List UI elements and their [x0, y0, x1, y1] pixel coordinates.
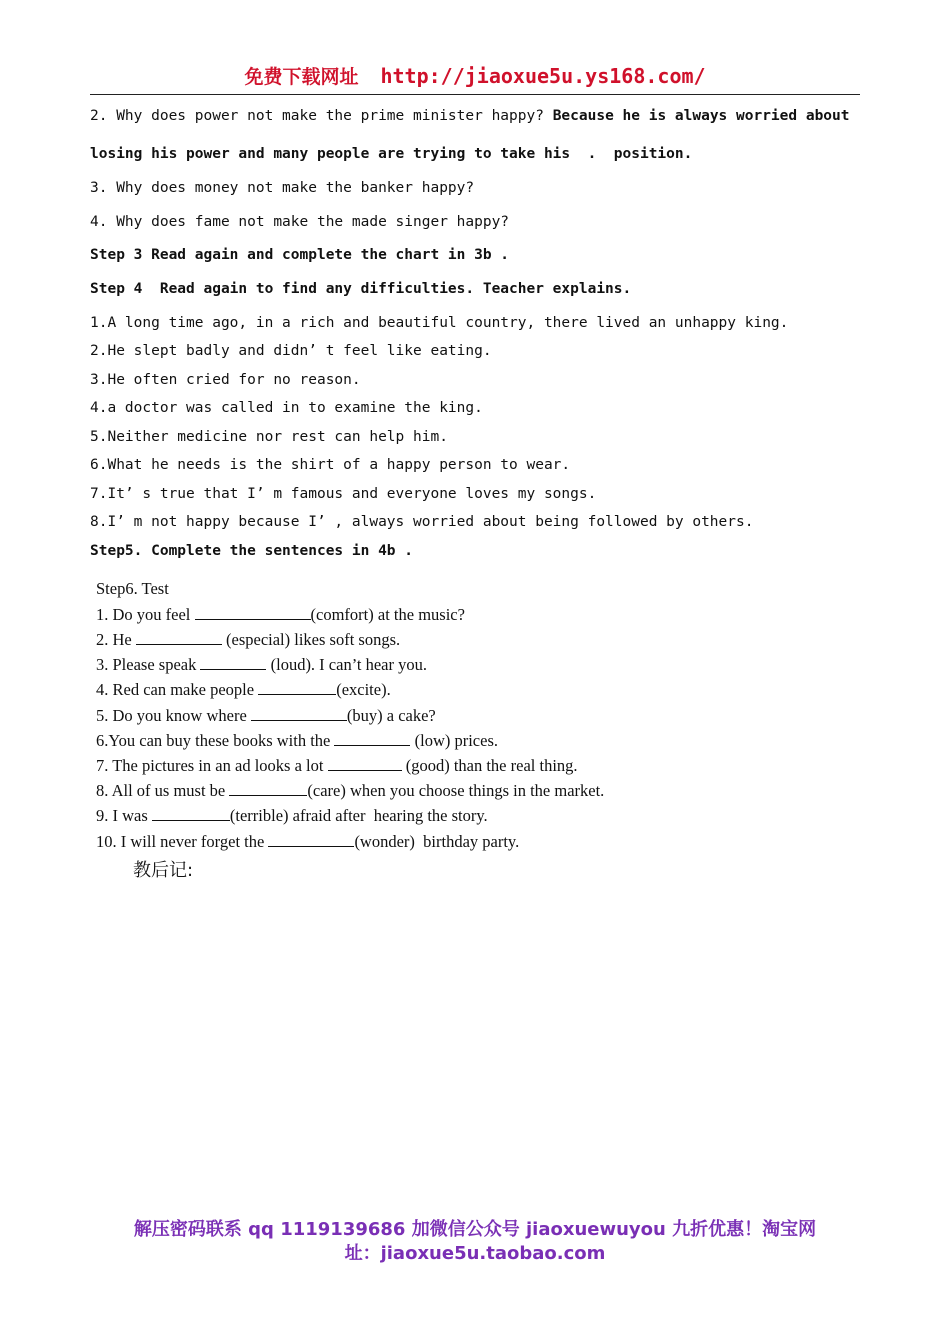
test-item: [96, 731, 498, 751]
difficulty-item: 4.a doctor was called in to examine the king.: [90, 400, 483, 416]
test-item-prompt: 6.You can buy these books with the: [96, 731, 335, 750]
question-4: 4. Why does fame not make the made singer happy?: [90, 214, 510, 230]
header-site-name: 免费下载网址: [244, 66, 359, 88]
test-item-hint: (wonder) birthday party.: [354, 832, 520, 851]
difficulty-item: 7.It’ s true that I’ m famous and everyone loves my songs.: [90, 486, 597, 502]
test-item-hint: (terrible) afraid after hearing the story.: [229, 806, 488, 825]
question-2-text: 2. Why does power not make the prime minister happy?: [90, 108, 553, 124]
test-item-hint: (good) than the real thing.: [401, 756, 578, 775]
test-item-hint: (loud). I can’t hear you.: [266, 655, 427, 674]
test-item-prompt: 2. He: [96, 630, 136, 649]
answer-blank[interactable]: [268, 832, 354, 847]
test-item-prompt: 10. I will never forget the: [96, 832, 269, 851]
answer-blank[interactable]: [334, 731, 410, 746]
test-item-prompt: 7. The pictures in an ad looks a lot: [96, 756, 328, 775]
page-footer: [80, 1218, 870, 1266]
test-item: [96, 655, 427, 675]
test-item: [96, 806, 488, 826]
question-2: [90, 108, 850, 124]
footer-line-2[interactable]: 址：jiaoxue5u.taobao.com: [344, 1243, 606, 1264]
test-item-hint: (comfort) at the music?: [310, 605, 465, 624]
question-2-answer-b: losing his power and many people are trying to take his . position.: [90, 146, 693, 162]
test-item: [96, 706, 436, 726]
test-item: [96, 832, 519, 852]
step-5: Step5. Complete the sentences in 4b .: [90, 543, 414, 559]
header-url[interactable]: http://jiaoxue5u.ys168.com/: [380, 64, 706, 88]
test-item-prompt: 4. Red can make people: [96, 680, 259, 699]
difficulty-item: 3.He often cried for no reason.: [90, 372, 361, 388]
test-item-hint: (especial) likes soft songs.: [221, 630, 401, 649]
test-item: [96, 680, 391, 700]
answer-blank[interactable]: [328, 756, 402, 771]
test-item-prompt: 8. All of us must be: [96, 781, 230, 800]
test-item: [96, 781, 604, 801]
answer-blank[interactable]: [258, 680, 336, 695]
answer-blank[interactable]: [229, 781, 307, 796]
step-4: Step 4 Read again to find any difficulties. Teacher explains.: [90, 281, 632, 297]
difficulty-item: 1.A long time ago, in a rich and beautiful country, there lived an unhappy king.: [90, 315, 789, 331]
test-item-hint: (buy) a cake?: [346, 706, 436, 725]
step-6-title: Step6. Test: [96, 579, 169, 598]
page-header: [90, 62, 860, 95]
answer-blank[interactable]: [195, 605, 311, 620]
difficulty-item: 2.He slept badly and didn’ t feel like eating.: [90, 343, 492, 359]
test-item: [96, 605, 465, 625]
difficulty-item: 8.I’ m not happy because I’ , always worried about being followed by others.: [90, 514, 754, 530]
step-3: Step 3 Read again and complete the chart in 3b .: [90, 247, 510, 263]
question-2-answer-a: Because he is always worried about: [552, 108, 850, 124]
footer-line-1: 解压密码联系 qq 1119139686 加微信公众号 jiaoxuewuyou 九折优惠！淘宝网: [133, 1219, 817, 1240]
test-item: [96, 630, 400, 650]
test-item-prompt: 9. I was: [96, 806, 152, 825]
test-item-hint: (low) prices.: [410, 731, 498, 750]
test-item: [96, 756, 578, 776]
test-item-prompt: 5. Do you know where: [96, 706, 251, 725]
difficulty-item: 5.Neither medicine nor rest can help him.: [90, 429, 448, 445]
teaching-notes-label: 教后记:: [133, 860, 194, 881]
question-3: 3. Why does money not make the banker happy?: [90, 180, 475, 196]
test-item-prompt: 1. Do you feel: [96, 605, 195, 624]
test-item-hint: (care) when you choose things in the market.: [307, 781, 605, 800]
answer-blank[interactable]: [251, 706, 347, 721]
answer-blank[interactable]: [152, 806, 230, 821]
difficulty-item: 6.What he needs is the shirt of a happy person to wear.: [90, 457, 571, 473]
answer-blank[interactable]: [200, 655, 266, 670]
test-item-hint: (excite).: [336, 680, 391, 699]
answer-blank[interactable]: [136, 630, 222, 645]
test-item-prompt: 3. Please speak: [96, 655, 201, 674]
